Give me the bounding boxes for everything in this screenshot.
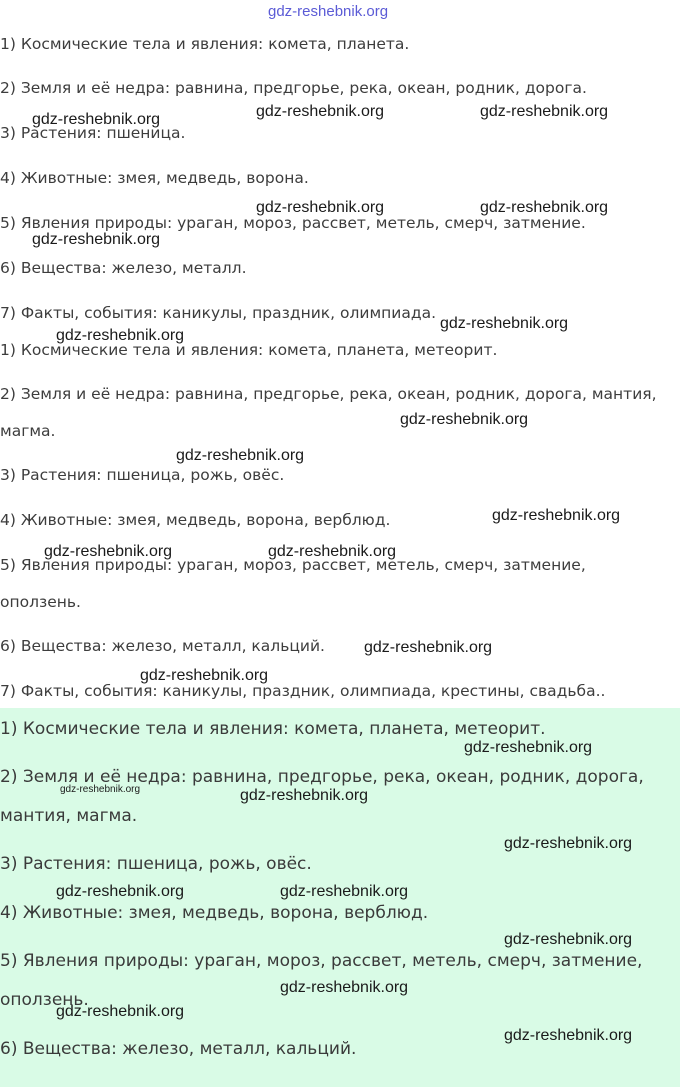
section1-line-2: 2) Земля и её недра: равнина, предгорье, река, океан, родник, дорога. (0, 79, 587, 97)
section3-line-5: 4) Животные: змея, медведь, ворона, верблюд. (0, 903, 429, 923)
watermark: gdz-reshebnik.org (44, 543, 173, 560)
section2-line-8: 6) Вещества: железо, металл, кальций. (0, 637, 325, 655)
watermark: gdz-reshebnik.org (400, 411, 529, 428)
section1-line-6: 6) Вещества: железо, металл. (0, 259, 247, 277)
section1-line-3: 3) Растения: пшеница. (0, 124, 186, 142)
watermark: gdz-reshebnik.org (280, 883, 409, 900)
watermark: gdz-reshebnik.org (56, 1003, 185, 1020)
watermark: gdz-reshebnik.org (56, 883, 185, 900)
watermark: gdz-reshebnik.org (268, 543, 397, 560)
watermark: gdz-reshebnik.org (240, 787, 369, 804)
watermark: gdz-reshebnik.org (464, 739, 593, 756)
section2-line-1: 1) Космические тела и явления: комета, планета, метеорит. (0, 341, 498, 359)
watermark: gdz-reshebnik.org (60, 784, 141, 795)
section3-line-6: 5) Явления природы: ураган, мороз, рассвет, метель, смерч, затмение, (0, 951, 643, 971)
watermark: gdz-reshebnik.org (140, 667, 269, 684)
watermark: gdz-reshebnik.org (256, 199, 385, 216)
watermark: gdz-reshebnik.org (440, 315, 569, 332)
watermark: gdz-reshebnik.org (32, 231, 161, 248)
section3-line-4: 3) Растения: пшеница, рожь, овёс. (0, 854, 312, 874)
watermark: gdz-reshebnik.org (504, 835, 633, 852)
watermark: gdz-reshebnik.org (480, 103, 609, 120)
section3-line-8: 6) Вещества: железо, металл, кальций. (0, 1039, 357, 1059)
section2-line-6: 5) Явления природы: ураган, мороз, рассвет, метель, смерч, затмение, (0, 556, 586, 574)
watermark: gdz-reshebnik.org (56, 327, 185, 344)
watermark: gdz-reshebnik.org (32, 111, 161, 128)
section3-line-7: оползень. (0, 990, 89, 1010)
section1-line-1: 1) Космические тела и явления: комета, планета. (0, 35, 410, 53)
section1-line-4: 4) Животные: змея, медведь, ворона. (0, 169, 309, 187)
section3-line-1: 1) Космические тела и явления: комета, планета, метеорит. (0, 719, 546, 739)
section2-line-2: 2) Земля и её недра: равнина, предгорье, река, океан, родник, дорога, мантия, (0, 385, 657, 403)
section2-line-3: магма. (0, 422, 56, 440)
watermark: gdz-reshebnik.org (492, 507, 621, 524)
watermark: gdz-reshebnik.org (280, 979, 409, 996)
watermark: gdz-reshebnik.org (256, 103, 385, 120)
section3-line-3: мантия, магма. (0, 806, 138, 826)
section2-line-4: 3) Растения: пшеница, рожь, овёс. (0, 466, 285, 484)
section2-line-7: оползень. (0, 593, 81, 611)
watermark: gdz-reshebnik.org (176, 447, 305, 464)
watermark: gdz-reshebnik.org (364, 639, 493, 656)
section2-line-9: 7) Факты, события: каникулы, праздник, олимпиада, крестины, свадьба.. (0, 682, 606, 700)
section3-line-2: 2) Земля и её недра: равнина, предгорье, река, океан, родник, дорога, (0, 767, 644, 787)
section2-line-5: 4) Животные: змея, медведь, ворона, верблюд. (0, 511, 391, 529)
watermark: gdz-reshebnik.org (504, 931, 633, 948)
watermark: gdz-reshebnik.org (504, 1027, 633, 1044)
watermark: gdz-reshebnik.org (480, 199, 609, 216)
section1-line-5: 5) Явления природы: ураган, мороз, рассвет, метель, смерч, затмение. (0, 214, 586, 232)
watermark: gdz-reshebnik.org (268, 3, 389, 20)
section1-line-7: 7) Факты, события: каникулы, праздник, олимпиада. (0, 304, 436, 322)
